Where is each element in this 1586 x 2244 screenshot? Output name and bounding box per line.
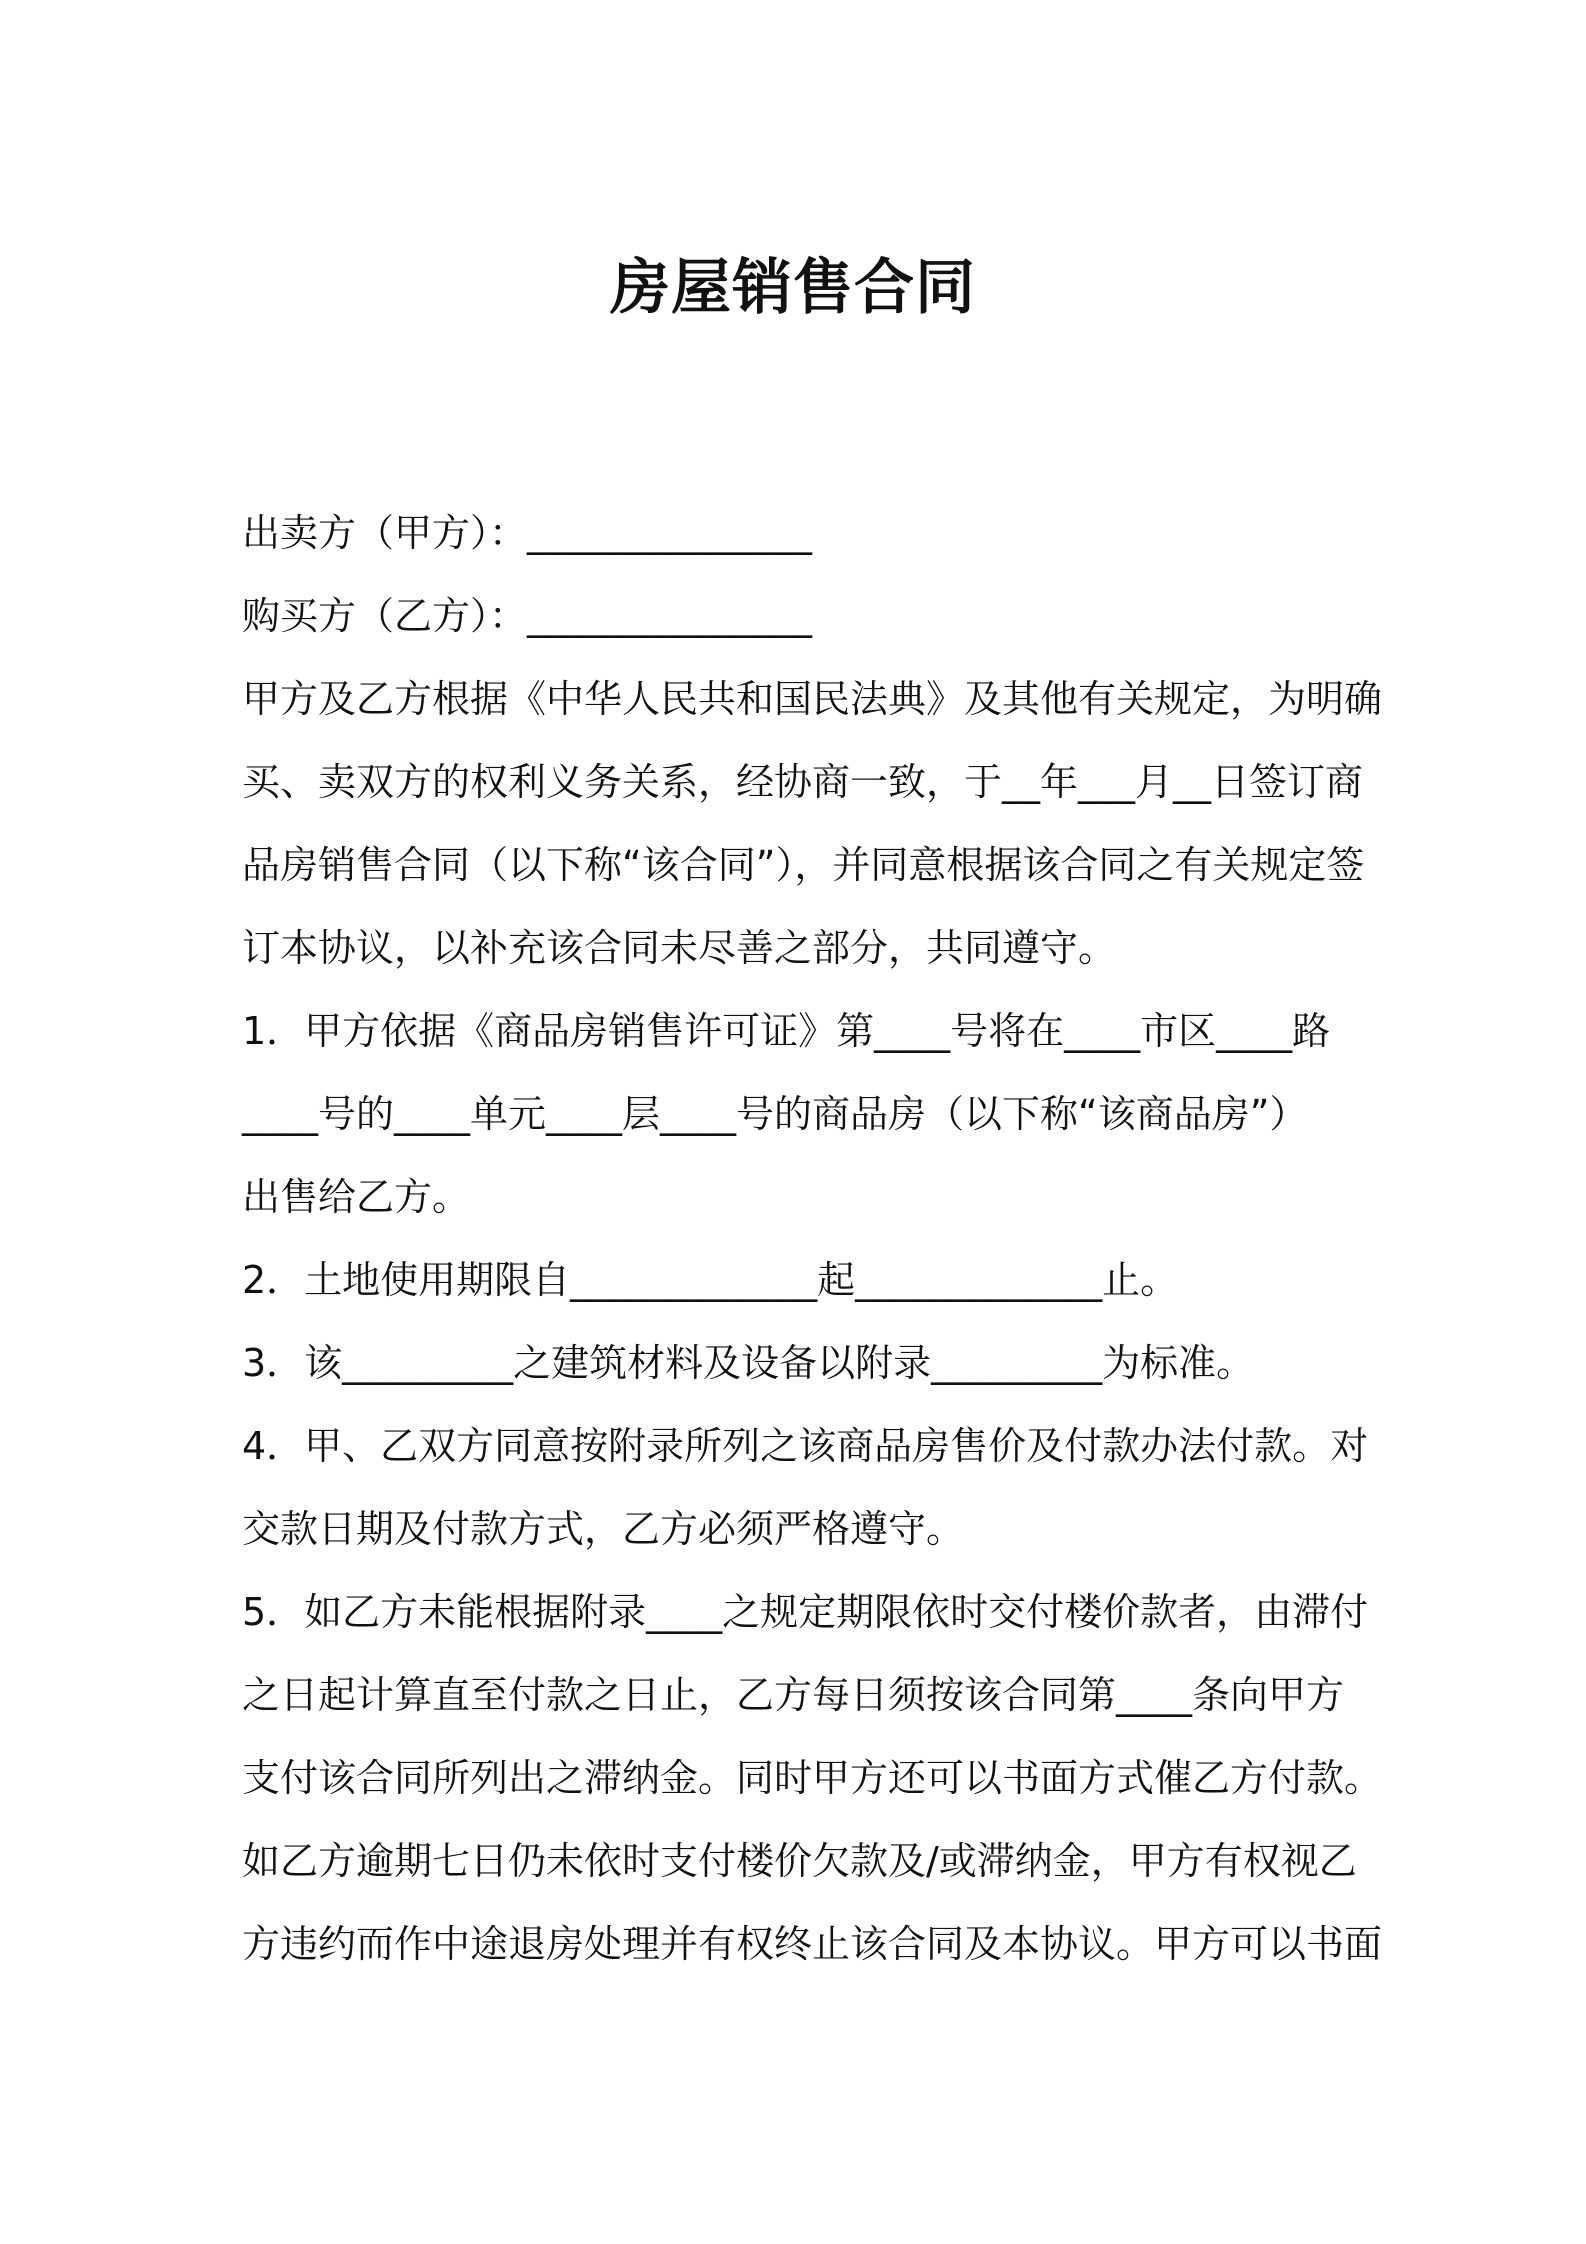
clause-1-line-3: 出售给乙方。 <box>242 1175 471 1219</box>
clause-1-line-1: 1．甲方依据《商品房销售许可证》第____号将在____市区____路 <box>242 1009 1331 1053</box>
clause-2-line-1: 2．土地使用期限自_____________起_____________止。 <box>242 1258 1179 1302</box>
preamble-line-1: 甲方及乙方根据《中华人民共和国民法典》及其他有关规定，为明确 <box>242 677 1383 721</box>
buyer-line: 购买方（乙方）：_______________ <box>242 594 813 638</box>
clause-4-line-1: 4．甲、乙双方同意按附录所列之该商品房售价及付款办法付款。对 <box>242 1424 1369 1468</box>
seller-line: 出卖方（甲方）：_______________ <box>242 511 813 555</box>
clause-5-line-1: 5．如乙方未能根据附录____之规定期限依时交付楼价款者，由滞付 <box>242 1590 1369 1634</box>
clause-1-line-2: ____号的____单元____层____号的商品房（以下称“该商品房”） <box>242 1092 1308 1136</box>
preamble-line-3: 品房销售合同（以下称“该合同”），并同意根据该合同之有关规定签 <box>242 843 1365 887</box>
clause-5-line-5: 方违约而作中途退房处理并有权终止该合同及本协议。甲方可以书面 <box>242 1922 1383 1966</box>
clause-5-line-4: 如乙方逾期七日仍未依时支付楼价欠款及/或滞纳金，甲方有权视乙 <box>242 1839 1357 1883</box>
document-title: 房屋销售合同 <box>610 253 976 323</box>
clause-4-line-2: 交款日期及付款方式，乙方必须严格遵守。 <box>242 1507 965 1551</box>
clause-3-line-1: 3．该_________之建筑材料及设备以附录_________为标准。 <box>242 1341 1255 1385</box>
clause-5-line-2: 之日起计算直至付款之日止，乙方每日须按该合同第____条向甲方 <box>242 1673 1345 1717</box>
document-body <box>242 492 1383 1986</box>
preamble-line-4: 订本协议，以补充该合同未尽善之部分，共同遵守。 <box>242 926 1117 970</box>
clause-5-line-3: 支付该合同所列出之滞纳金。同时甲方还可以书面方式催乙方付款。 <box>242 1756 1383 1800</box>
preamble-line-2: 买、卖双方的权利义务关系，经协商一致，于__年___月__日签订商 <box>242 760 1364 804</box>
